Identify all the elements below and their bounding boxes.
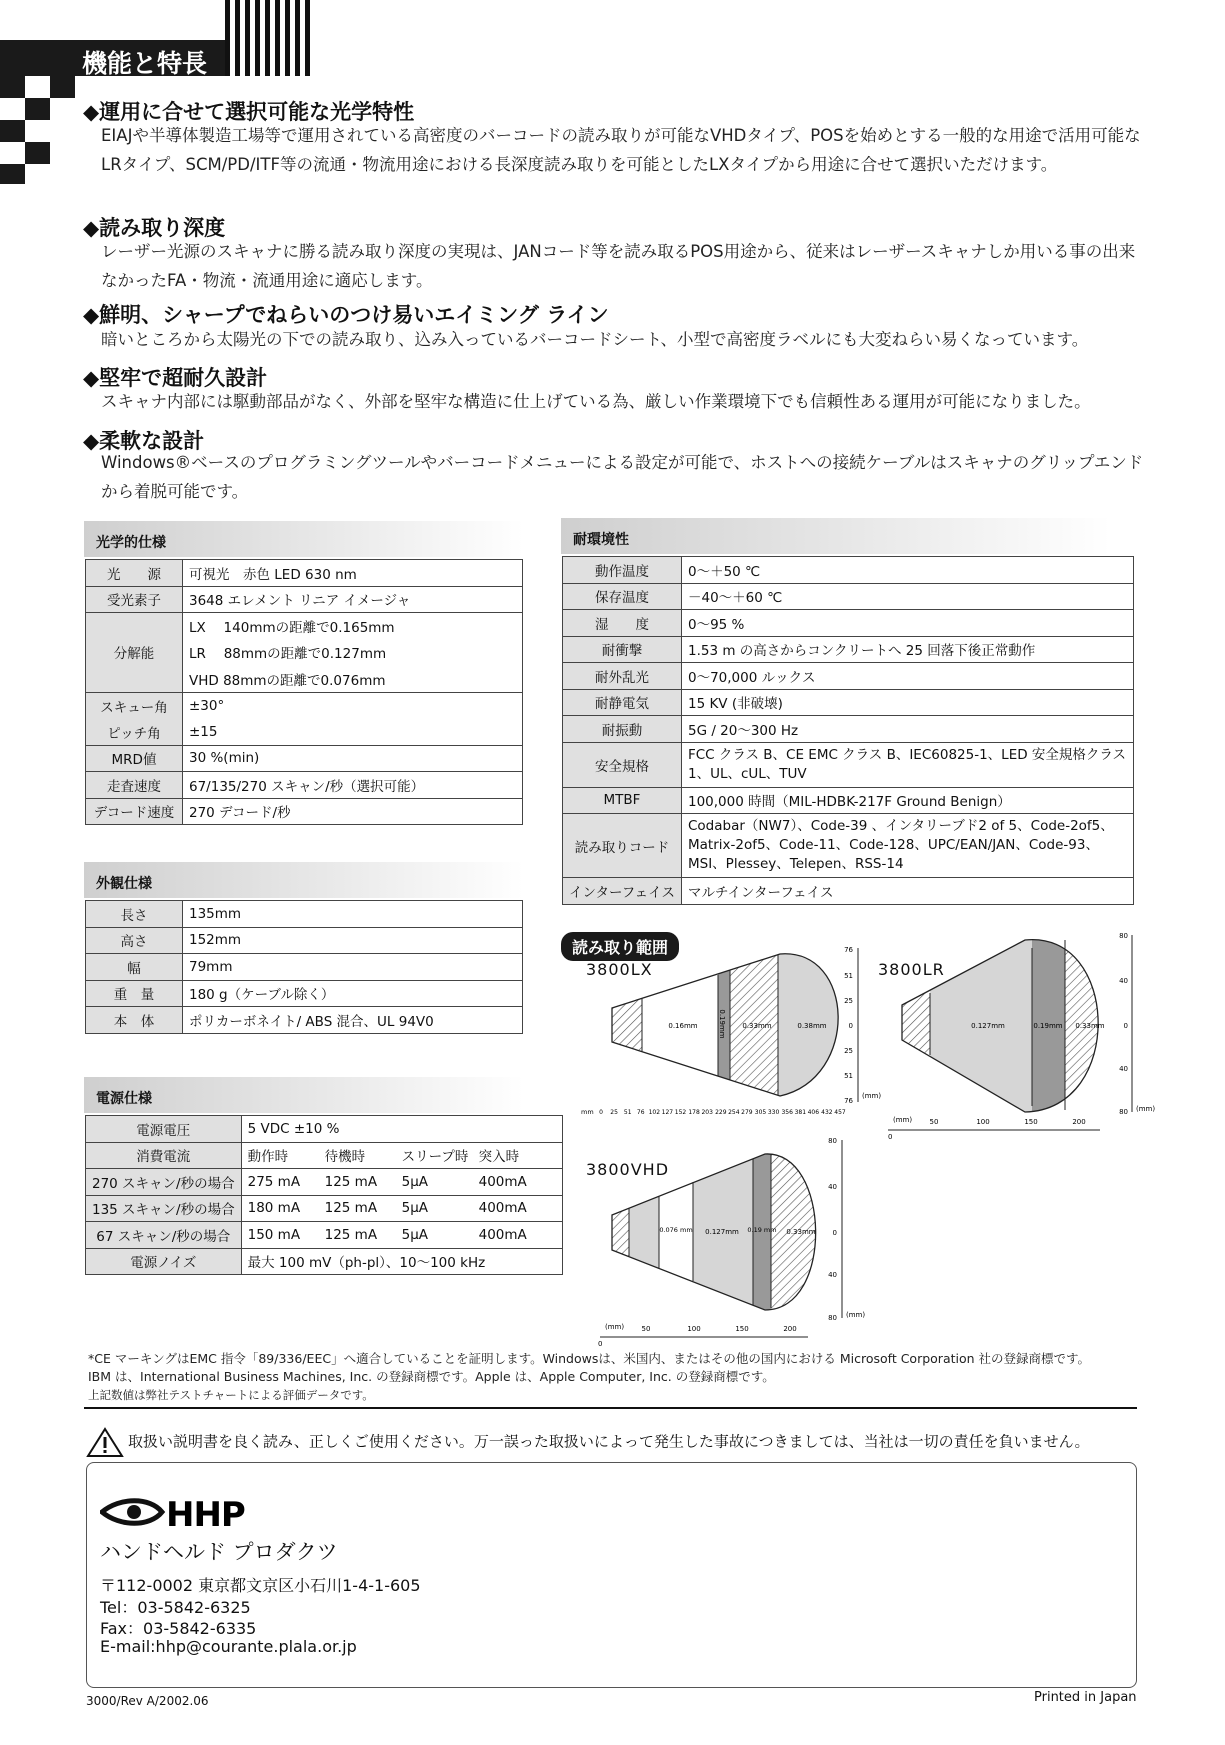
x-tick: 127 [661, 1109, 674, 1116]
feature-body: 暗いところから太陽光の下での読み取り、込み入っているバーコードシート、小型で高密度ラベルにも大変ねらい易くなっています。 [101, 330, 1089, 349]
y-unit: (mm) [846, 1311, 866, 1319]
spec-value: LX 140mmの距離で0.165mm [183, 613, 523, 640]
x-tick: 406 [807, 1109, 820, 1116]
cell: 400mA [478, 1173, 527, 1190]
power-spec-title: 電源仕様 [84, 1077, 524, 1113]
band-label: 0.16mm [668, 1022, 698, 1030]
x-unit: (mm) [893, 1116, 913, 1124]
band-label: 0.19mm [718, 1009, 726, 1039]
cell: 125 mA [324, 1200, 378, 1217]
x-unit: mm [581, 1108, 594, 1116]
cell: 125 mA [324, 1226, 378, 1243]
cell: 5μA [401, 1200, 429, 1217]
y-tick: 80 [1119, 932, 1128, 940]
x-tick: 330 [767, 1109, 780, 1116]
x-tick: 432 [821, 1109, 833, 1116]
spec-value: 0〜70,000 ルックス [681, 663, 1133, 690]
x-tick: 200 [1072, 1118, 1086, 1126]
hhp-logo-icon [100, 1495, 320, 1529]
company-address: 〒112-0002 東京都文京区小石川1-4-1-605 [100, 1576, 421, 1595]
x-tick: 279 [741, 1109, 753, 1116]
y-tick: 25 [844, 997, 853, 1005]
y-tick: 40 [1119, 977, 1128, 985]
x-tick: 150 [735, 1325, 749, 1333]
spec-value: 可視光 赤色 LED 630 nm [183, 560, 523, 587]
spec-key: 保存温度 [563, 583, 682, 610]
feature-heading: ◆運用に合せて選択可能な光学特性 [83, 100, 415, 124]
feature-heading: ◆読み取り深度 [83, 216, 226, 240]
spec-key: 湿 度 [563, 610, 682, 637]
x-tick: 0 [599, 1109, 603, 1116]
spec-value: 5 VDC ±10 % [241, 1116, 562, 1143]
optical-spec-title: 光学的仕様 [84, 521, 524, 557]
company-fax: Fax：03-5842-6335 [100, 1619, 257, 1638]
spec-key: 135 スキャン/秒の場合 [86, 1195, 242, 1222]
warning-icon [86, 1426, 124, 1458]
spec-key: MTBF [563, 787, 682, 814]
spec-key: 安全規格 [563, 742, 682, 787]
x-tick: 50 [929, 1118, 939, 1126]
spec-key: ピッチ角 [86, 719, 183, 746]
spec-value: 67/135/270 スキャン/秒（選択可能） [183, 772, 523, 799]
spec-value: 270 デコード/秒 [183, 798, 523, 825]
cell: 180 mA [247, 1200, 301, 1217]
x-tick: 51 [623, 1109, 632, 1116]
spec-key: 耐静電気 [563, 689, 682, 716]
company-name: ハンドヘルド プロダクツ [100, 1540, 338, 1564]
company-email: E-mail:hhp@courante.plala.or.jp [100, 1637, 357, 1656]
logo-text: HHP [166, 1495, 245, 1529]
cell: 5μA [401, 1173, 429, 1190]
spec-key: 分解能 [86, 613, 183, 693]
y-tick: 40 [1119, 1065, 1128, 1073]
spec-value: マルチインターフェイス [681, 878, 1133, 905]
spec-value: ±30° [183, 692, 523, 719]
x-tick: 229 [715, 1109, 727, 1116]
y-tick: 80 [828, 1314, 837, 1322]
spec-key: インターフェイス [563, 878, 682, 905]
revision: 3000/Rev A/2002.06 [86, 1694, 209, 1708]
spec-key: 67 スキャン/秒の場合 [86, 1222, 242, 1249]
spec-key: デコード速度 [86, 798, 183, 825]
col-header: スリープ時 [401, 1149, 469, 1166]
spec-key: 耐衝撃 [563, 636, 682, 663]
x-unit: (mm) [605, 1323, 625, 1331]
y-unit: (mm) [1136, 1105, 1156, 1113]
x-tick: 305 [754, 1109, 767, 1116]
feature-heading: ◆柔軟な設計 [83, 429, 205, 453]
spec-key: 耐振動 [563, 716, 682, 743]
spec-key: 電源電圧 [86, 1116, 242, 1143]
footnote: 上記数値は弊社テストチャートによる評価データです。 [88, 1388, 374, 1402]
x-tick: 381 [794, 1109, 807, 1116]
y-tick: 0 [832, 1229, 837, 1237]
spec-value: 100,000 時間（MIL-HDBK-217F Ground Benign） [681, 787, 1133, 814]
y-tick: 0 [848, 1022, 853, 1030]
model-label: 3800LR [878, 960, 945, 979]
appearance-spec-title: 外観仕様 [84, 862, 524, 898]
y-tick: 76 [844, 1097, 853, 1105]
spec-key: 受光素子 [86, 586, 183, 613]
spec-value: 79mm [183, 954, 523, 981]
band-label: 0.127mm [971, 1022, 1005, 1030]
band-label: 0.38mm [797, 1022, 827, 1030]
spec-value: 5G / 20〜300 Hz [681, 716, 1133, 743]
spec-key: 重 量 [86, 980, 183, 1007]
y-tick: 80 [1119, 1108, 1128, 1116]
spec-key: 本 体 [86, 1007, 183, 1034]
cell: 400mA [478, 1226, 527, 1243]
x-tick: 457 [834, 1109, 846, 1116]
footnote: *CE マーキングはEMC 指令「89/336/EEC」へ適合していることを証明します。Windowsは、米国内、またはその他の国内における Microsoft Corporation 社の登録商標です。 [88, 1351, 1091, 1366]
section-title: 機能と特長 [0, 40, 225, 76]
spec-key: 耐外乱光 [563, 663, 682, 690]
cell: 275 mA [247, 1173, 301, 1190]
spec-value: 180 g（ケーブル除く） [183, 980, 523, 1007]
band-label: 0.127mm [705, 1228, 739, 1236]
spec-key: 走査速度 [86, 772, 183, 799]
y-tick: 25 [844, 1047, 853, 1055]
feature-body: EIAJや半導体製造工場等で運用されている高密度のバーコードの読み取りが可能なVHDタイプ、POSを始めとする一般的な用途で活用可能なLRタイプ、SCM/PD/ITF等の流通・物流用途における長深度読み取りを可能としたLXタイプから用途に合せて選択いただけます。 [101, 126, 1141, 174]
divider [84, 1407, 1137, 1409]
footnotes [88, 1350, 1138, 1404]
spec-value: 0〜95 % [681, 610, 1133, 637]
spec-value: 最大 100 mV（ph-pl）、10〜100 kHz [241, 1248, 562, 1275]
band-label: 0.33mm [786, 1228, 816, 1236]
spec-key: 消費電流 [86, 1142, 242, 1169]
spec-value: 135mm [183, 901, 523, 928]
x-ticks [599, 1109, 846, 1116]
x-tick: 200 [783, 1325, 797, 1333]
warning-notice [86, 1426, 1090, 1458]
company-tel: Tel：03-5842-6325 [100, 1598, 251, 1617]
feature-heading: ◆鮮明、シャープでねらいのつけ易いエイミング ライン [83, 303, 609, 327]
y-tick: 51 [844, 972, 853, 980]
x-tick: 50 [641, 1325, 651, 1333]
company-logo [100, 1495, 320, 1533]
x-tick: 102 [648, 1109, 661, 1116]
x-tick: 76 [636, 1109, 645, 1116]
band-label: 0.076 mm [659, 1226, 693, 1234]
x-tick: 178 [688, 1109, 700, 1116]
y-tick: 40 [828, 1183, 837, 1191]
x-tick: 150 [1024, 1118, 1038, 1126]
model-label: 3800VHD [586, 1160, 670, 1179]
x-tick: 203 [701, 1109, 713, 1116]
y-tick: 40 [828, 1271, 837, 1279]
y-tick: 0 [1123, 1022, 1128, 1030]
spec-value: Codabar（NW7）、Code-39 、インタリーブド2 of 5、Code-2of5、Matrix-2of5、Code-11、Code-128、UPC/EAN/JAN、Code-93、MSI、Plessey、Telepen、RSS-14 [681, 814, 1133, 878]
spec-value: ±15 [183, 719, 523, 746]
spec-key: 高さ [86, 927, 183, 954]
spec-key: スキュー角 [86, 692, 183, 719]
spec-value: LR 88mmの距離で0.127mm [183, 639, 523, 666]
spec-key: 動作温度 [563, 557, 682, 584]
spec-key: 読み取りコード [563, 814, 682, 878]
warning-text: 取扱い説明書を良く読み、正しくご使用ください。万一誤った取扱いによって発生した事故につきましては、当社は一切の責任を負いません。 [128, 1432, 1090, 1451]
printed-in: Printed in Japan [1034, 1690, 1137, 1705]
band-label: 0.33mm [1075, 1022, 1105, 1030]
cell: 150 mA [247, 1226, 301, 1243]
feature-heading: ◆堅牢で超耐久設計 [83, 366, 268, 390]
spec-value: ポリカーボネイト/ ABS 混合、UL 94V0 [183, 1007, 523, 1034]
feature-body: Windows®ベースのプログラミングツールやバーコードメニューによる設定が可能で、ホストへの接続ケーブルはスキャナのグリップエンドから着脱可能です。 [101, 453, 1144, 501]
reading-range-title: 読み取り範囲 [561, 932, 679, 961]
spec-key: MRD値 [86, 745, 183, 772]
spec-value: 1.53 m の高さからコンクリートへ 25 回落下後正常動作 [681, 636, 1133, 663]
x-tick: 152 [674, 1109, 687, 1116]
x-tick: 25 [610, 1109, 618, 1116]
x-tick: 100 [687, 1325, 701, 1333]
x-zero: 0 [888, 1133, 893, 1141]
spec-key: 長さ [86, 901, 183, 928]
y-tick: 51 [844, 1072, 853, 1080]
band-label: 0.33mm [742, 1022, 772, 1030]
y-tick: 80 [828, 1137, 837, 1145]
col-header: 待機時 [324, 1149, 366, 1166]
spec-value: 15 KV (非破壊) [681, 689, 1133, 716]
cell: 5μA [401, 1226, 429, 1243]
environment-spec-title: 耐環境性 [561, 518, 1111, 554]
spec-value: 0〜＋50 ℃ [681, 557, 1133, 584]
col-header: 突入時 [478, 1149, 520, 1166]
spec-key: 幅 [86, 954, 183, 981]
spec-key: 270 スキャン/秒の場合 [86, 1169, 242, 1196]
y-tick: 76 [844, 946, 853, 954]
spec-value: 3648 エレメント リニア イメージャ [183, 586, 523, 613]
col-header: 動作時 [247, 1149, 289, 1166]
y-unit: (mm) [862, 1092, 882, 1100]
spec-value: －40〜＋60 ℃ [681, 583, 1133, 610]
footnote: IBM は、International Business Machines, Inc. の登録商標です。Apple は、Apple Computer, Inc. の登録商標です。 [88, 1369, 775, 1384]
x-tick: 356 [781, 1109, 793, 1116]
spec-key: 光 源 [86, 560, 183, 587]
spec-key: 電源ノイズ [86, 1248, 242, 1275]
band-label: 0.19mm [1033, 1022, 1063, 1030]
feature-body: スキャナ内部には駆動部品がなく、外部を堅牢な構造に仕上げている為、厳しい作業環境下でも信頼性ある運用が可能になりました。 [101, 392, 1091, 411]
model-label: 3800LX [586, 960, 653, 979]
spec-value: VHD 88mmの距離で0.076mm [183, 666, 523, 693]
cell: 400mA [478, 1200, 527, 1217]
x-zero: 0 [598, 1340, 603, 1348]
spec-value: 30 %(min) [183, 745, 523, 772]
feature-body: レーザー光源のスキャナに勝る読み取り深度の実現は、JANコード等を読み取るPOS用途から、従来はレーザースキャナしか用いる事の出来なかったFA・物流・流通用途に適応します。 [101, 242, 1136, 290]
band-label: 0.19 mm [747, 1226, 777, 1234]
spec-value: 152mm [183, 927, 523, 954]
x-tick: 100 [976, 1118, 990, 1126]
x-tick: 254 [728, 1109, 740, 1116]
spec-value: FCC クラス B、CE EMC クラス B、IEC60825-1、LED 安全規格クラス 1、UL、cUL、TUV [681, 742, 1133, 787]
cell: 125 mA [324, 1173, 378, 1190]
